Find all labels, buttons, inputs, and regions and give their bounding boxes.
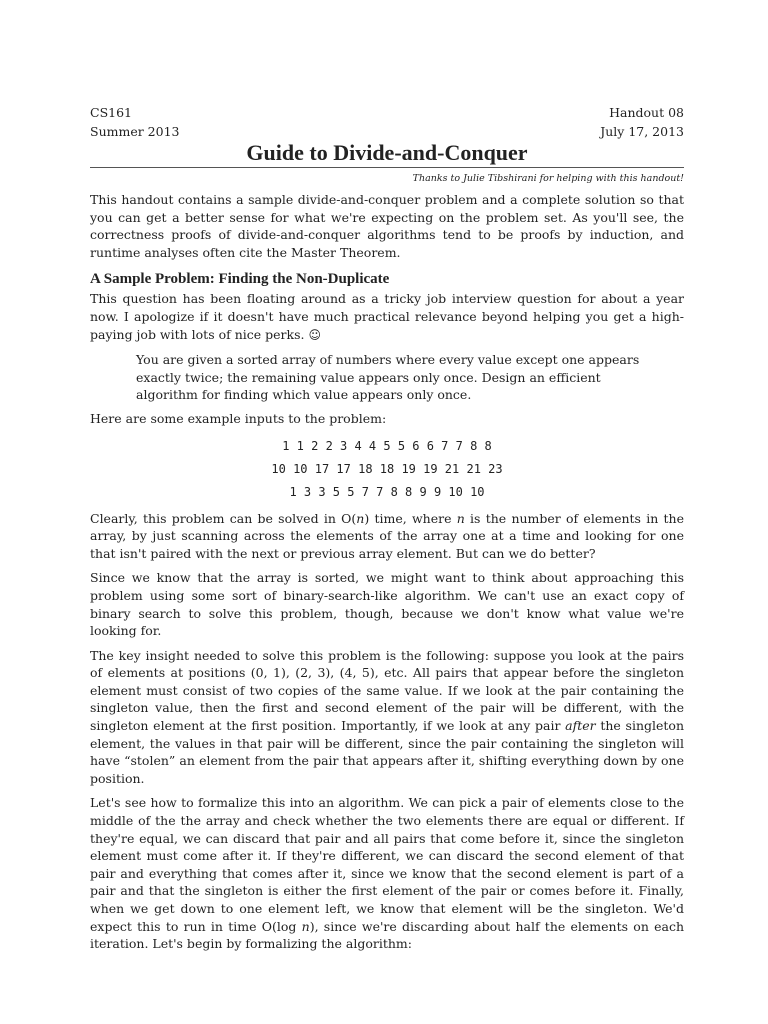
paragraph-interview-text: This question has been floating around as a tricky job interview question for about a year now. I apologize if it doesn't have much practical relevance beyond helping you get a high-paying job with lots of nice perks. <box>90 291 684 342</box>
header-row-1 <box>90 104 684 121</box>
example-arrays <box>90 435 684 504</box>
examples-intro: Here are some example inputs to the problem: <box>90 410 387 426</box>
intro-paragraph: This handout contains a sample divide-and-conquer problem and a complete solution so that you can get a better sense for what we're expecting on the problem set. As you'll see, the correctness proofs of divide-and-conquer algorithms tend to be proofs by induction, and runtime analyses often cite the Master Theorem. <box>90 192 684 260</box>
paragraph-binary-search: Since we know that the array is sorted, we might want to think about approaching this problem using some sort of binary-search-like algorithm. We can't use an exact copy of binary search to solve this problem, though, because we don't know what value we're looking for. <box>90 570 684 639</box>
paragraph-linear-scan <box>90 510 684 563</box>
text-run: ), since we're discarding about half the elements on each iteration. Let's begin by formalizing the algorithm: <box>90 918 685 952</box>
section-heading: A Sample Problem: Finding the Non-Duplicate <box>90 271 390 288</box>
math-n: n <box>456 510 465 526</box>
header-row-2 <box>90 123 684 140</box>
date-label: July 17, 2013 <box>600 124 684 139</box>
text-run: ) time, where <box>364 510 457 526</box>
math-n: n <box>356 510 365 526</box>
course-label: CS161 <box>90 105 132 120</box>
page-title: Guide to Divide-and-Conquer <box>246 140 528 165</box>
text-run: Let's see how to formalize this into an algorithm. We can pick a pair of elements close to the middle of the the array and check whether the two elements there are equal or different. If they're equal, we can discard that pair and all pairs that come before it, since the singleton element must come after it. If they're different, we can discard the second element of that pair and everything that comes after it, since we know that the second element is part of a pair and that the singleton is either the first element of the pair or comes before it. Finally, when we get down to one element left, we know that element will be the singleton. We'd expect this to run in time O(log <box>90 795 684 934</box>
example-array: 10 10 17 17 18 18 19 19 21 21 23 <box>271 461 503 476</box>
smiley-icon: ☺ <box>308 327 321 342</box>
text-run: Clearly, this problem can be solved in O( <box>90 510 357 526</box>
problem-statement: You are given a sorted array of numbers where every value except one appears exactly twice; the remaining value appears only once. Design an efficient algorithm for finding which value appears only once. <box>136 352 640 403</box>
handout-number: Handout 08 <box>609 105 684 120</box>
title-rule <box>90 167 684 168</box>
example-array: 1 3 3 5 5 7 7 8 8 9 9 10 10 <box>289 484 485 499</box>
paragraph-key-insight <box>90 647 684 788</box>
text-run: is the number of elements in the array, by just scanning across the elements of the array one at a time and looking for one that isn't paired with the next or previous array element. But can we do better? <box>90 510 684 561</box>
text-run: The key insight needed to solve this problem is the following: suppose you look at the pairs of elements at positions (0, 1), (2, 3), (4, 5), etc. All pairs that appear before the singleton element must consist of two copies of the same value. If we look at the pair containing the singleton value, then the first and second element of the pair will be different, with the singleton element at the first position. Importantly, if we look at any pair <box>90 647 684 734</box>
acknowledgement: Thanks to Julie Tibshirani for helping with this handout! <box>412 173 684 184</box>
emphasis-after: after <box>565 718 596 734</box>
text-run: the singleton element, the values in that pair will be different, since the pair containing the singleton will have “stolen” an element from the pair that appears after it, shifting everything down by one position. <box>90 718 684 786</box>
term-label: Summer 2013 <box>90 124 180 139</box>
paragraph-algorithm <box>90 794 684 952</box>
document-body <box>90 191 684 960</box>
math-n: n <box>301 918 310 934</box>
paragraph-interview <box>90 290 684 344</box>
example-array: 1 1 2 2 3 4 4 5 5 6 6 7 7 8 8 <box>282 438 492 453</box>
